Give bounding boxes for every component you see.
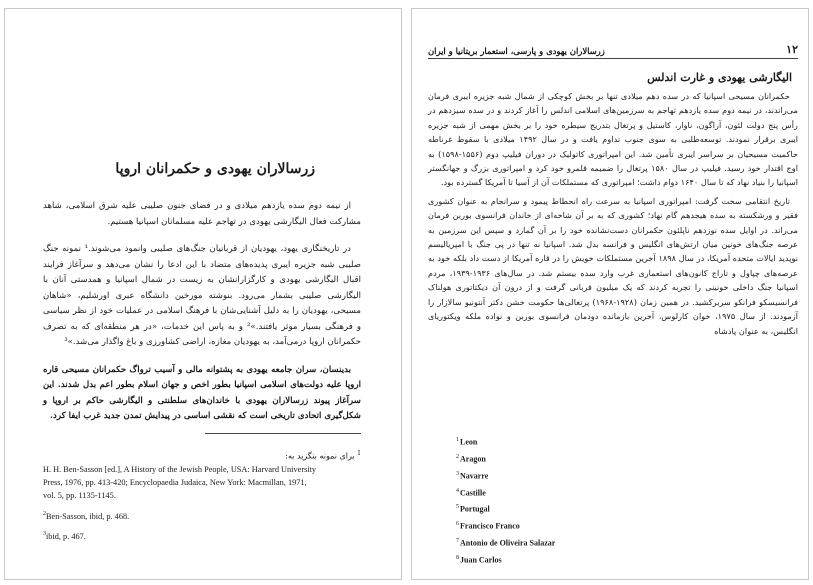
left-page	[4, 8, 402, 580]
sidenote-text: Portugal	[460, 505, 490, 515]
sidenote-number: 8	[456, 555, 459, 562]
sidenote-text: Castille	[460, 488, 486, 498]
section-title: الیگارشی یهودی و غارت اندلس	[647, 71, 792, 84]
sidenote-number: 6	[456, 521, 459, 528]
sidenote	[456, 534, 606, 551]
sidenote	[456, 433, 606, 450]
footnote-1-line-1: H. H. Ben-Sasson [ed.], A History of the Jewish People, USA: Harvard University	[43, 464, 317, 474]
page-number: ۱۲	[786, 44, 798, 56]
sidenote-text: Aragon	[460, 454, 486, 464]
footnote-3-number: 3	[43, 531, 46, 538]
footnote-1-line-3: vol. 5, pp. 1135-1145.	[43, 490, 116, 500]
sidenote-number: 7	[456, 538, 459, 545]
footnote-1-number: 1	[357, 450, 361, 457]
sidenote	[456, 500, 606, 517]
sidenote	[456, 551, 606, 568]
footnote-2-text: Ben-Sasson, ibid, p. 468.	[46, 511, 130, 521]
sidenote-number: 3	[456, 470, 459, 477]
left-paragraph-1: از نیمه دوم سده یازدهم میلادی و در فضای جنون صلیبی علیه شرق اسلامی، شاهد مشارکت فعال الیگارشی یهودی در تهاجم علیه مسلمانان اسپانیا هستیم.	[43, 201, 361, 227]
sidenote-text: Juan Carlos	[460, 555, 502, 565]
footnote-3	[43, 528, 361, 543]
sidenote	[456, 467, 606, 484]
sidenote-number: 2	[456, 453, 459, 460]
footnote-1-intro	[43, 447, 361, 463]
sidenote	[456, 484, 606, 501]
right-paragraph-2: تاریخ انتقامی سخت گرفت: امپراتوری اسپانیا به سرعت راه انحطاط پیمود و سرانجام به عنوان کشوری فقیر و ورشکسته به سده هیجدهم گام نهاد؛ کشوری که به بر آن شاخه‌ای از خاندان فرانسوی بوربن فرمان می‌راند. در اوایل سده نوزدهم ناپلئون حکمرانان دست‌نشانده خود را بر آن گمارد و سپس این سرزمین به عرصه جنگ‌های خونین میان ارتش‌های انگلیس و فرانسه بدل شد. اسپانیا نه تنها در پی جنگ با امپریالیسم نوپدید ایالات متحده آمریکا، در سال ۱۸۹۸ آخرین مستملکات خویش را در قاره آمریکا از دست داد بلکه خود به عرصه‌های چپاول و تاراج کانون‌های استعماری غرب وارد سده بیستم شد. در سال‌های ۱۹۳۶-۱۹۳۹، مردم اسپانیا جنگ داخلی خونینی را تجربه کردند که یک میلیون قربانی گرفت و از درون آن دیکتاتوری هولناک فرانسیسکو فرانکو سربرکشید. در همین زمان (۱۹۲۸-۱۹۶۸) پرتغالی‌ها حکومت خشن دکتر آنتونیو سالازار را آزمودند. از سال ۱۹۷۵، خوان کارلوس، آخرین بازمانده دودمان فرانسوی بوربن و نواده ملکه ویکتوریای انگلیس، به عنوان پادشاه	[428, 195, 798, 336]
footnote-1-citation	[43, 463, 361, 544]
right-paragraph-1: حکمرانان مسیحی اسپانیا که در سده دهم میلادی تنها بر بخش کوچکی از شمال شبه جزیره ایبری فرمان می‌راندند، در نیمه دوم سده یازدهم تهاجم به سرزمین‌های اسلامی اندلس را آغاز کردند و در سده سیزدهم در رأس پنج دولت لئون، آراگون، ناوار، کاستیل و پرتغال بتدریج سیطره خود را بر بخش مهمی از شبه جزیره ایبری برقرار نمودند. توسعه‌طلبی به سوی جنوب تداوم یافت و در سال ۱۴۹۲ میلادی با سقوط غرناطه حاکمیت مسیحیان بر سراسر ایبری تأمین شد. این امپراتوری کاتولیک در دوران فیلیپ دوم (۱۵۵۶-۱۵۹۸) به اوج اقتدار خود رسید. فیلیپ در سال ۱۵۸۰ پرتغال را ضمیمه قلمرو خود کرد و امپراتوری بزرگ و جهانگستر اسپانیا را بنیاد نهاد که تا سال ۱۶۴۰ دوام داشت؛ امپراتوری که مستملکات آن از آسیا تا آمریکا گسترده بود.	[428, 91, 799, 188]
footnote-2	[43, 508, 361, 523]
sidenote-number: 5	[456, 504, 459, 511]
sidenote-number: 1	[456, 437, 459, 443]
right-body-text	[428, 89, 798, 342]
running-head-title: زرسالاران یهودی و پارسی، استعمار بریتانیا و ایران	[428, 46, 605, 56]
left-paragraph-2: در تاریخنگاری یهود، یهودیان از قربانیان جنگ‌های صلیبی وانمود می‌شوند.¹ نمونه جنگ صلیبی شبه جزیره ایبری پدیده‌های متضاد با این ادعا را نشان می‌دهد و سرآغاز فرایند اقبال الیگارشی یهودی و کارگزارانشان به زیست در شمال اسپانیا و همدستی آنان با الیگارشی صلیبی بشمار می‌رود. بنوشته مورخین دانشگاه عبری اورشلیم، «شاهان مسیحی، یهودیان را به دلیل آشنایی‌شان با فرهنگ اسلامی در عملیات خود از نظر سیاسی و فرهنگی بسیار موثر یافتند.»² و به پاس این خدمات، «در هر منطقه‌ای که به تصرف حکمرانان اروپا درمی‌آمد، به یهودیان مغازه، اراضی کشاورزی و باغ واگذار می‌شد.»³	[43, 244, 361, 347]
sidenote-text: Francisco Franco	[460, 521, 520, 531]
footnote-3-text: ibid, p. 467.	[46, 532, 86, 542]
footnote-2-number: 2	[43, 510, 46, 517]
sidenote	[456, 517, 606, 534]
sidenote-text: Navarre	[460, 471, 489, 481]
footnote-1-line-2: Press, 1976, pp. 413-420; Encyclopaedia Judaica, New York: Macmillan, 1971,	[43, 477, 307, 487]
running-head	[428, 43, 798, 59]
left-paragraph-3: بدینسان، سران جامعه یهودی به پشتوانه مالی و آسیب ترواگ حکمرانان مسیحی قاره اروپا علیه دولت‌های اسلامی اسپانیا بطور اخص و جهان اسلام بطور اعم بدل شدند. این سرآغاز پیوند زرسالاران یهودی با خاندان‌های سلطنتی و الیگارشی حاکم بر اروپا و شکل‌گیری اتحادی تاریخی است که نقشی اساسی در پیدایش تمدن جدید غرب ایفا کرد.	[43, 364, 361, 421]
chapter-title: زرسالاران یهودی و حکمرانان اروپا	[115, 161, 315, 177]
sidenote-text: Leon	[460, 437, 478, 447]
footnotes	[43, 447, 361, 543]
right-page	[411, 8, 809, 580]
left-body-text	[43, 199, 361, 437]
footnote-1-intro-text: برای نمونه بنگرید به:	[285, 451, 355, 461]
sidenotes	[456, 433, 606, 568]
sidenote-number: 4	[456, 487, 459, 494]
sidenote-text: Antonio de Oliveira Salazar	[460, 538, 556, 548]
sidenote	[456, 450, 606, 467]
footnote-divider	[205, 433, 361, 434]
